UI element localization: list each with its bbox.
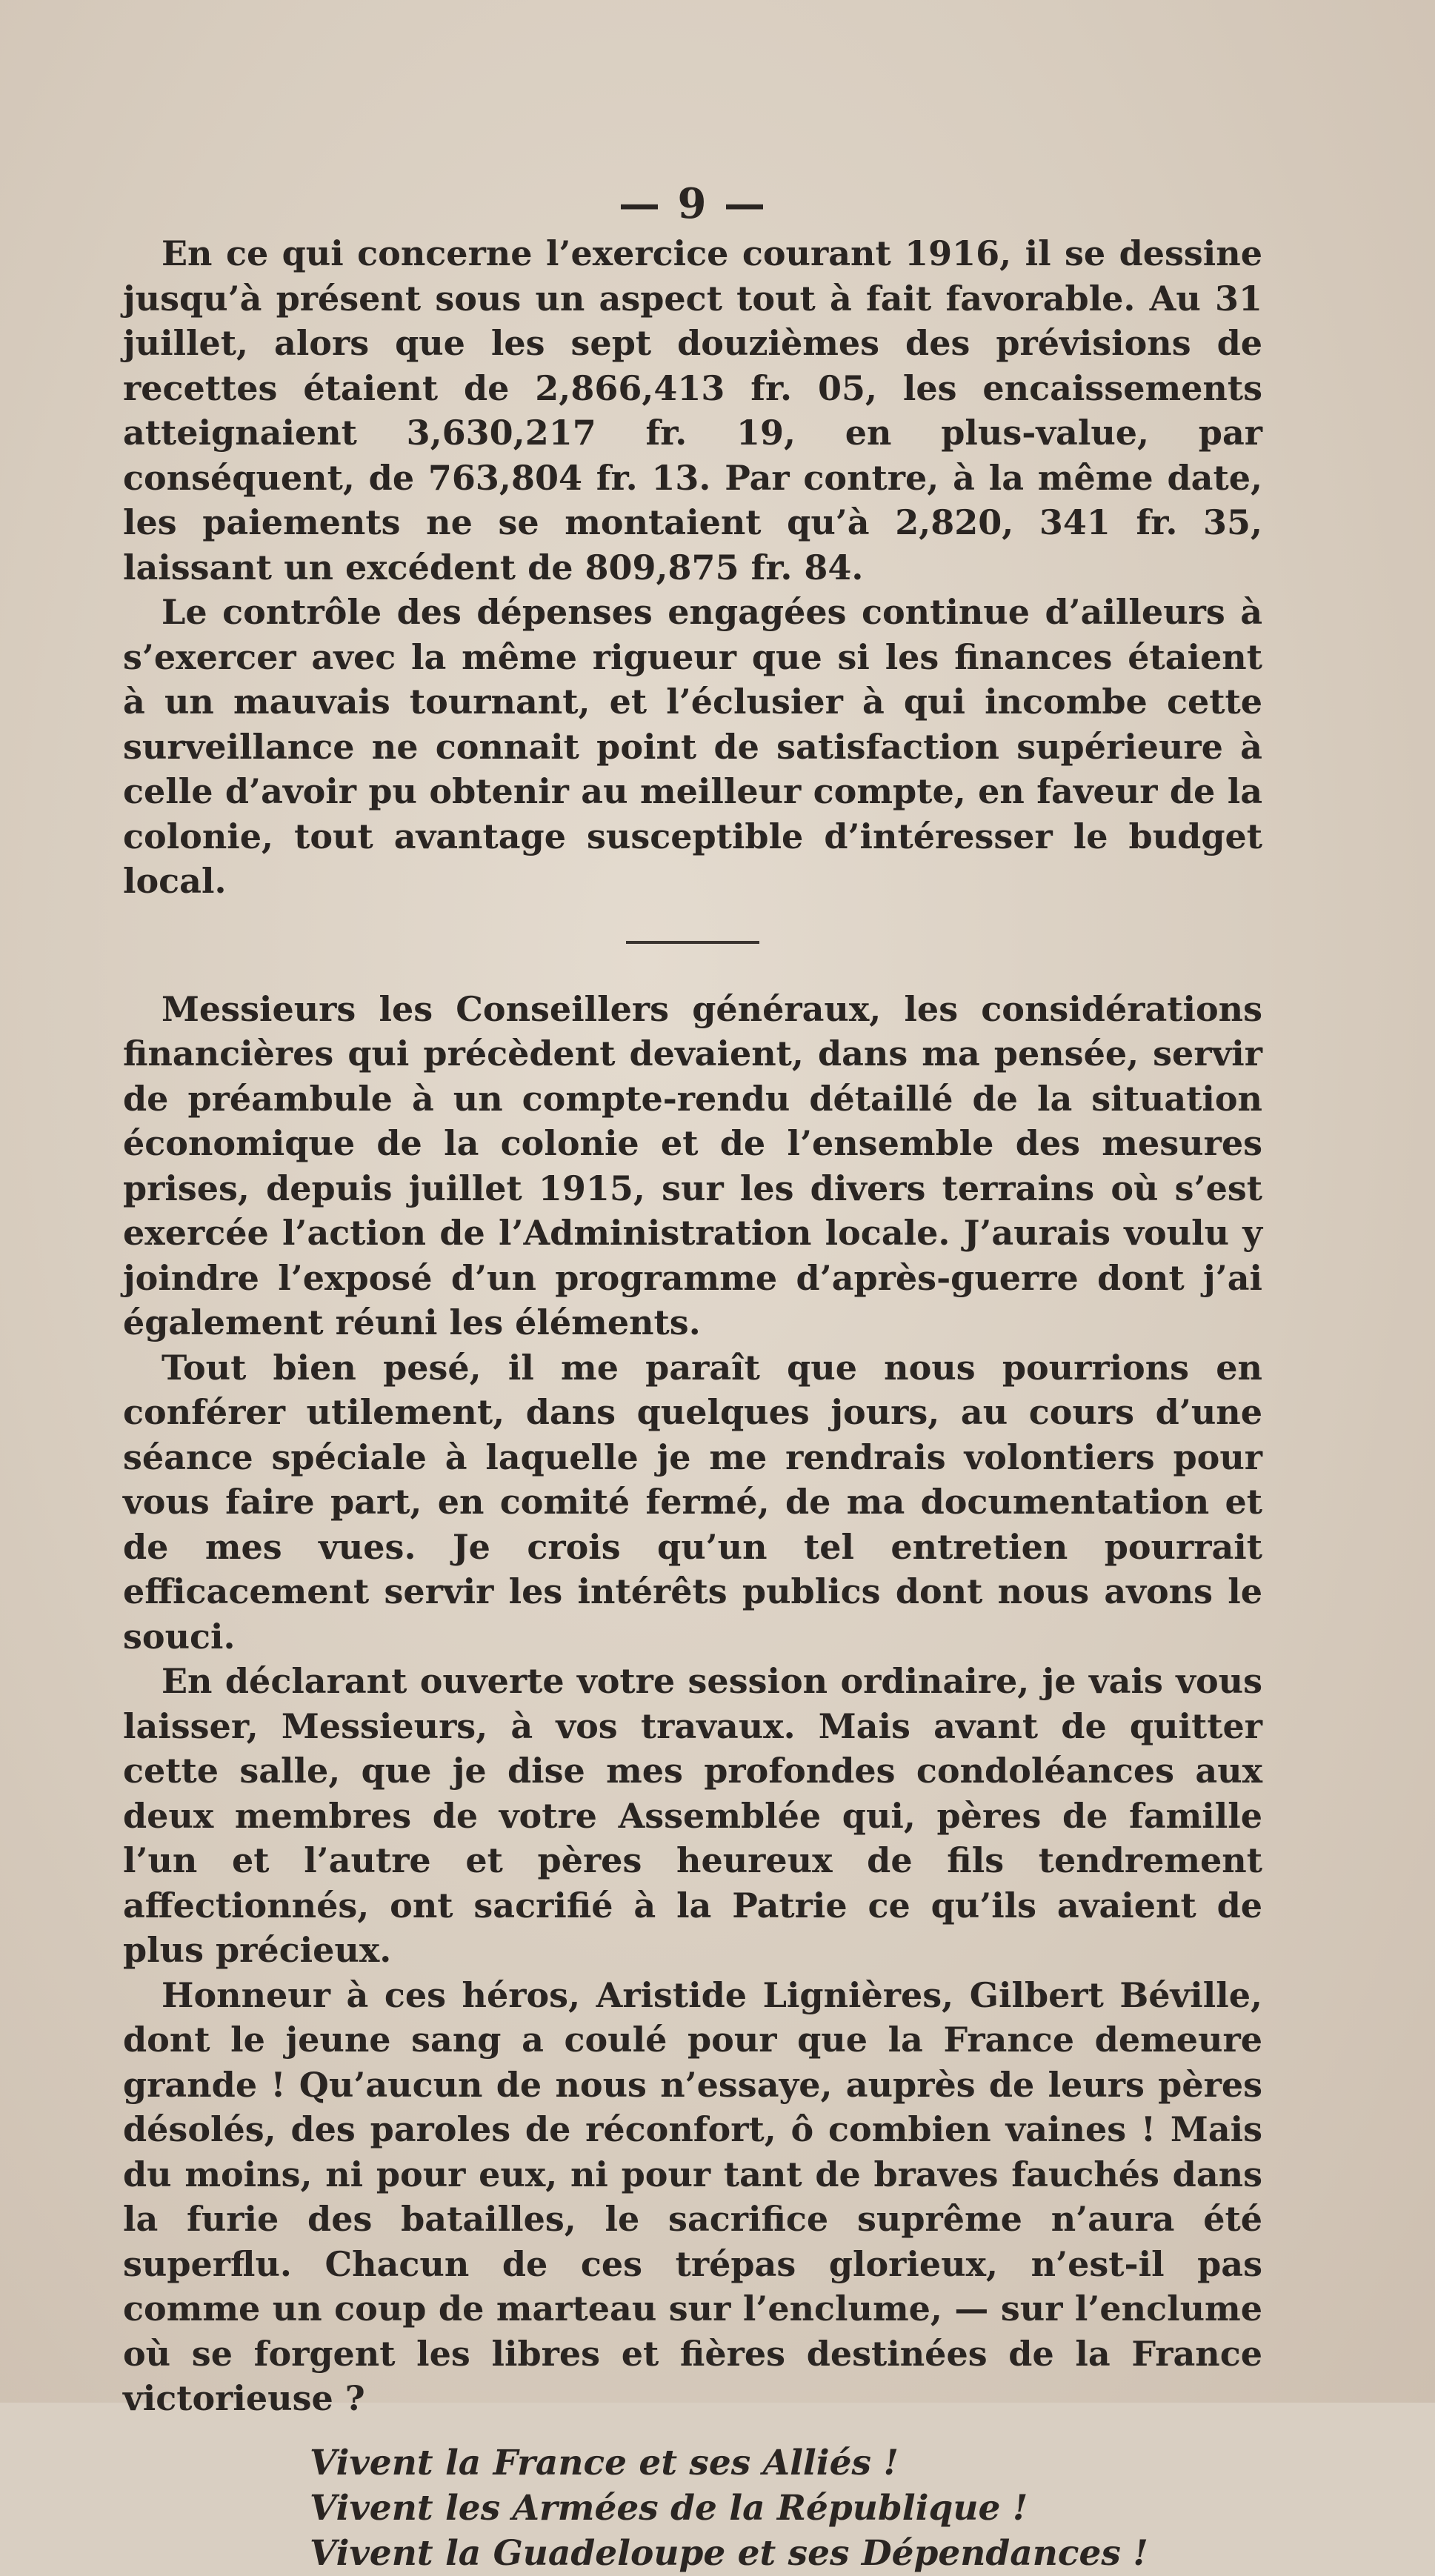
paragraph-controle-depenses: Le contrôle des dépenses engagées continue d’ailleurs à s’exercer avec la même rigueur que si les finances étaient à un mauvais tournant, et l’éclusier à qui incombe cette surveillance ne connait point de satisfaction supérieure à celle d’avoir pu obtenir au meilleur compte, en faveur de la colonie, tout avantage susceptible d’intéresser le budget local. — [123, 592, 1262, 901]
section-divider — [626, 941, 759, 944]
paragraph-condoleances: En déclarant ouverte votre session ordinaire, je vais vous laisser, Messieurs, à vos travaux. Mais avant de quitter cette salle, que je dise mes profondes condoléances aux deux membres de votre Assemblée qui, pères de famille l’un et l’autre et pères heureux de fils tendrement affectionnés, ont sacrifié à la Patrie ce qu’ils avaient de plus précieux. — [123, 1661, 1262, 1970]
page-number: — 9 — — [619, 179, 767, 228]
closing-acclamations — [310, 2440, 1262, 2576]
paragraph-considerations: Messieurs les Conseillers généraux, les considérations financières qui précèdent devaient, dans ma pensée, servir de préambule à un compte-rendu détaillé de la situation économique de la colonie et de l’ensemble des mesures prises, depuis juillet 1915, sur les divers terrains où s’est exercée l’action de l’Administration locale. J’aurais voulu y joindre l’exposé d’un programme d’après-guerre dont j’ai également réuni les éléments. — [123, 988, 1262, 1342]
paragraph-exercice-1916: En ce qui concerne l’exercice courant 1916, il se dessine jusqu’à présent sous un aspect tout à fait favorable. Au 31 juillet, alors que les sept douzièmes des prévisions de recettes étaient de 2,866,413 fr. 05, les encaissements atteignaient 3,630,217 fr. 19, en plus-value, par conséquent, de 763,804 fr. 13. Par contre, à la même date, les paiements ne se montaient qu’à 2,820, 341 fr. 35, laissant un excédent de 809,875 fr. 84. — [123, 233, 1262, 588]
closing-line-france: Vivent la France et ses Alliés ! — [310, 2442, 899, 2483]
paragraph-honneur-heros: Honneur à ces héros, Aristide Lignières, Gilbert Béville, dont le jeune sang a coulé pour que la France demeure grande ! Qu’aucun de nous n’essaye, auprès de leurs pères désolés, des paroles de réconfort, ô combien vaines ! Mais du moins, ni pour eux, ni pour tant de braves fauchés dans la furie des batailles, le sacrifice suprême n’aura été superflu. Chacun de ces trépas glorieux, n’est-il pas comme un coup de marteau sur l’enclume, — sur l’enclume où se forgent les libres et fières destinées de la France victorieuse ? — [123, 1974, 1262, 2418]
page-content — [123, 178, 1262, 2576]
closing-line-guadeloupe: Vivent la Guadeloupe et ses Dépendances ! — [310, 2532, 1148, 2574]
closing-line-armees: Vivent les Armées de la République ! — [310, 2487, 1028, 2529]
paragraph-seance-speciale: Tout bien pesé, il me paraît que nous pourrions en conférer utilement, dans quelques jours, au cours d’une séance spéciale à laquelle je me rendrais volontiers pour vous faire part, en comité fermé, de ma documentation et de mes vues. Je crois qu’un tel entretien pourrait efficacement servir les intérêts publics dont nous avons le souci. — [123, 1347, 1262, 1657]
